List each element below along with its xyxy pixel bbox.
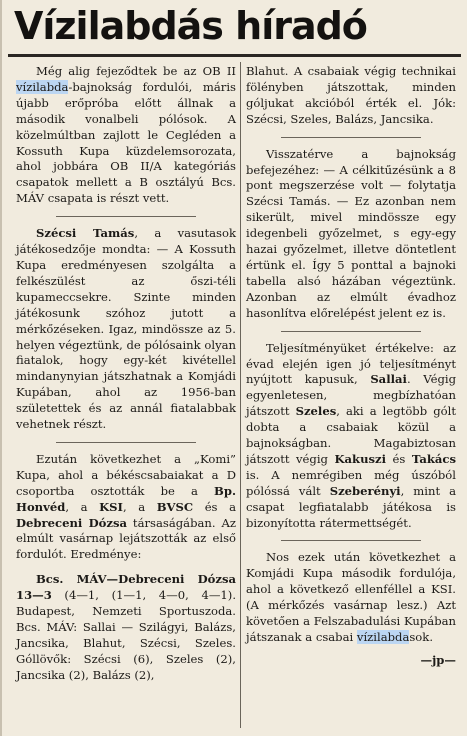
text-run: is. A nemrégiben még úszóból pólóssá vált bbox=[246, 467, 456, 498]
bold-name: Debreceni Dózsa bbox=[16, 515, 127, 530]
bold-name: Bcs. MÁV—Debreceni Dózsa 13—3 bbox=[16, 572, 236, 603]
text-run: Még alig fejeződtek be az OB II bbox=[36, 64, 236, 78]
text-run: , aki a legtöbb gólt dobta a csabaiak közül a bajnokságban. Magabiztosan játszott végig bbox=[246, 404, 456, 466]
headline-rule bbox=[8, 54, 461, 57]
left-column bbox=[16, 64, 236, 693]
text-run: , mint a csapat legfiatalabb játékosa is bizonyította rátermettségét. bbox=[246, 483, 456, 530]
text-run: Teljesítményüket értékelve: az évad elején igen jó teljesítményt nyújtott kapusuk, bbox=[246, 340, 456, 387]
section-separator bbox=[56, 442, 196, 443]
article-paragraph bbox=[246, 64, 456, 128]
section-separator bbox=[281, 137, 421, 138]
text-run: sok. bbox=[409, 630, 433, 644]
text-run: . Végig egyenletesen, megbízhatóan játszott bbox=[246, 372, 457, 419]
text-run: és a bbox=[193, 499, 236, 514]
author-signature: —jp— bbox=[420, 652, 456, 667]
article-paragraph bbox=[246, 341, 456, 532]
text-run: Nos ezek után következhet a Komjádi Kupa második fordulója, ahol a következő ellenféllel a KSI. (A mérkőzés vasárnap lesz.) Azt követően a Felszabadulási Kupában játszanak a csabai bbox=[246, 550, 456, 644]
bold-name: Szécsi Tamás bbox=[36, 226, 135, 241]
text-run: , a bbox=[122, 499, 157, 514]
headline: Vízilabdás híradó bbox=[14, 4, 367, 48]
right-column bbox=[246, 64, 456, 669]
section-separator bbox=[281, 540, 421, 541]
text-run: (4—1, (1—1, 4—0, 4—1). Budapest, Nemzeti Sportuszoda. Bcs. MÁV: Sallai — Szilágyi, Balázs, Jancsika, Blahut, Szécsi, Szeles. Góllövők: Szécsi (6), Szeles (2), Jancsika (2), Balázs (2), bbox=[16, 588, 236, 682]
bold-name: Szeles bbox=[295, 404, 337, 419]
highlighted-term: vízilabda bbox=[16, 79, 69, 94]
bold-name: KSI bbox=[99, 499, 123, 514]
section-separator bbox=[281, 331, 421, 332]
article-paragraph bbox=[246, 147, 456, 322]
text-run: Blahut. A csabaiak végig technikai fölényben játszottak, minden góljukat akcióból érték el. Jók: Szécsi, Szeles, Balázs, Jancsika. bbox=[246, 64, 456, 126]
text-run: Visszatérve a bajnokság befejezéhez: — A célkitűzésünk a 8 pont megszerzése volt — folytatja Szécsi Tamás. — Ez azonban nem sikerült, mivel mindössze egy idegenbeli győzelmet, s egy-egy hazai győzelmet, illetve döntetlent értünk el. Így 5 ponttal a bajnoki tabella alsó házában végeztünk. Azonban az elmúlt évadhoz hasonlítva előrelépést jelent ez is. bbox=[246, 146, 456, 320]
article-paragraph bbox=[246, 550, 456, 645]
article-paragraph bbox=[16, 572, 236, 683]
section-separator bbox=[56, 216, 196, 217]
bold-name: Sallai bbox=[370, 372, 407, 387]
text-run: és bbox=[386, 451, 412, 466]
article-paragraph bbox=[16, 452, 236, 563]
bold-name: Takács bbox=[411, 451, 457, 466]
bold-name: Kakuszi bbox=[334, 451, 387, 466]
article-paragraph bbox=[16, 64, 236, 207]
text-run: társaságában. Az elmúlt vasárnap lejátszották az első fordulót. Eredménye: bbox=[16, 515, 236, 562]
text-run: Ezután következhet a „Komi” Kupa, ahol a békéscsabaiakat a D csoportba osztották be a bbox=[16, 451, 236, 498]
text-run: , a vasutasok játékosedzője mondta: — A Kossuth Kupa eredményesen szolgálta a felkészülést az őszi-téli kupameccsekre. Szinte minden játékosunk szóhoz jutott a mérkőzéseken. Igaz, mindössze az 5. helyen végeztünk, de pólósaink olyan fiatalok, hogy egy-két kivétellel mindanynyian játszhatnak a Komjádi Kupában, ahol az 1956-ban születettek és az annál fiatalabbak vehetnek részt. bbox=[16, 226, 236, 432]
bold-name: Bp. Honvéd bbox=[16, 483, 236, 514]
article-paragraph bbox=[16, 226, 236, 433]
column-divider bbox=[240, 62, 241, 728]
bold-name: BVSC bbox=[156, 499, 194, 514]
highlighted-term: vízilabda bbox=[356, 630, 410, 644]
bold-name: Szeberényi bbox=[329, 483, 401, 498]
text-run: -bajnokság fordulói, máris újabb erőpróba előtt állnak a második vonalbeli pólósok. A közelmúltban zajlott le Cegléden a Kossuth Kupa küzdelemsorozata, ahol jobbára OB II/A kategóriás csapatok mellett a B osztályú Bcs. MÁV csapata is részt vett. bbox=[16, 79, 236, 206]
text-run: , a bbox=[65, 499, 100, 514]
